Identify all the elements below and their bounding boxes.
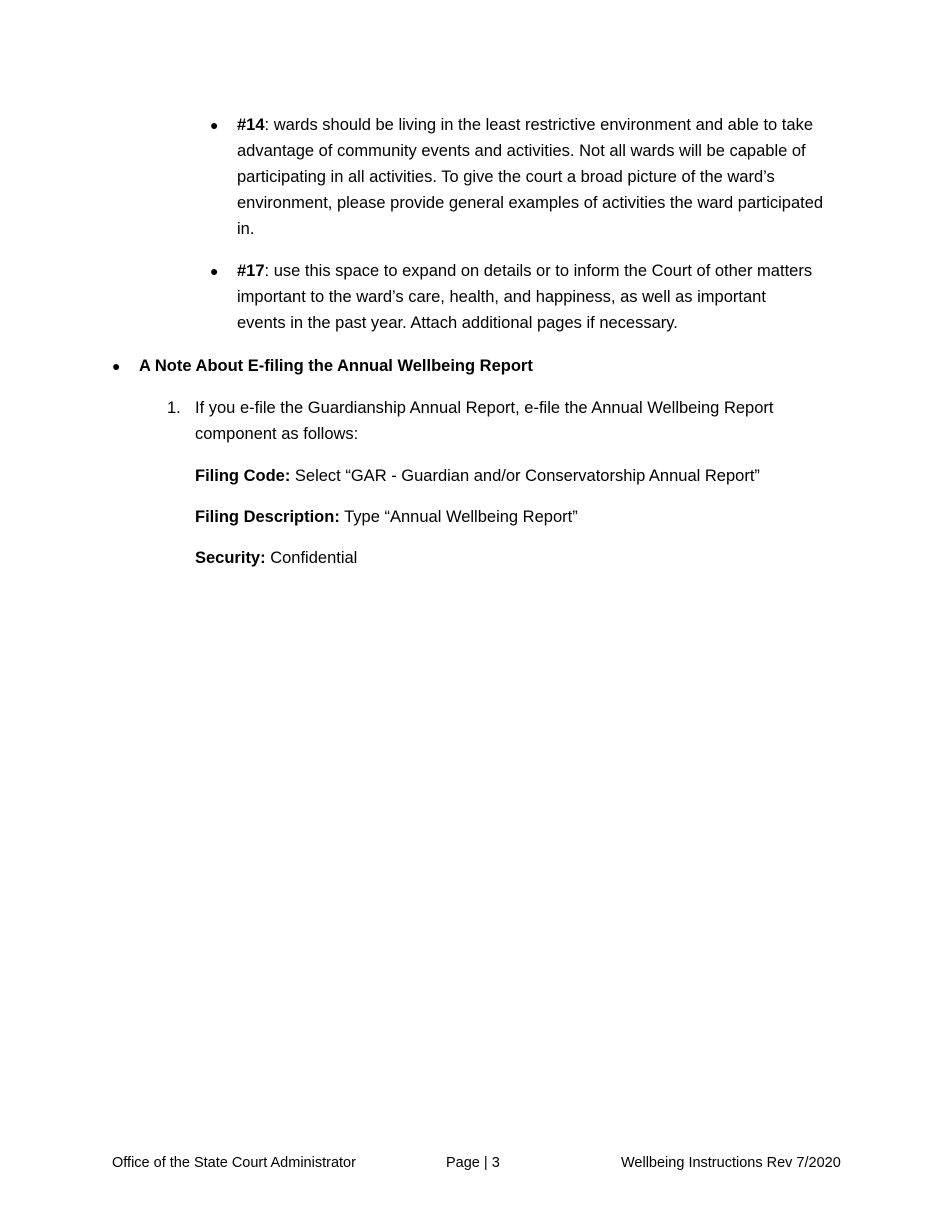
filing-code-label: Filing Code:	[195, 467, 291, 485]
filing-code-value: Select “GAR - Guardian and/or Conservatorship Annual Report”	[290, 467, 760, 485]
bullet-text: : wards should be living in the least restrictive environment and able to take advantage of community events and activities. Not all wards will be capable of participating in all activities. To give the court a broad picture of the ward’s environment, please provide general examples of activities the ward participated in.	[237, 116, 824, 238]
security	[195, 545, 855, 571]
bullet-label: #14	[237, 116, 265, 134]
bullet-text: : use this space to expand on details or to inform the Court of other matters important to the ward’s care, health, and happiness, as well as important events in the past year. Attach additional pages if necessary.	[237, 262, 813, 332]
filing-description	[195, 504, 855, 530]
bullet-marker: ●	[210, 263, 219, 279]
section-heading: A Note About E-filing the Annual Wellbeing Report	[139, 357, 533, 375]
bullet-marker: ●	[112, 358, 121, 374]
footer-page-number: Page | 3	[446, 1155, 500, 1171]
list-number: 1.	[167, 399, 181, 417]
security-value: Confidential	[265, 549, 358, 567]
security-label: Security:	[195, 549, 266, 567]
bullet-marker: ●	[210, 117, 219, 133]
filing-description-value: Type “Annual Wellbeing Report”	[339, 508, 578, 526]
numbered-item-text: If you e-file the Guardianship Annual Report, e-file the Annual Wellbeing Report component as follows:	[195, 399, 774, 443]
bullet-label: #17	[237, 262, 265, 280]
bullet-item-17	[237, 258, 817, 336]
footer-left: Office of the State Court Administrator	[112, 1155, 356, 1171]
filing-code	[195, 463, 855, 489]
footer-right: Wellbeing Instructions Rev 7/2020	[621, 1155, 841, 1171]
bullet-item-14	[237, 112, 842, 242]
filing-description-label: Filing Description:	[195, 508, 340, 526]
